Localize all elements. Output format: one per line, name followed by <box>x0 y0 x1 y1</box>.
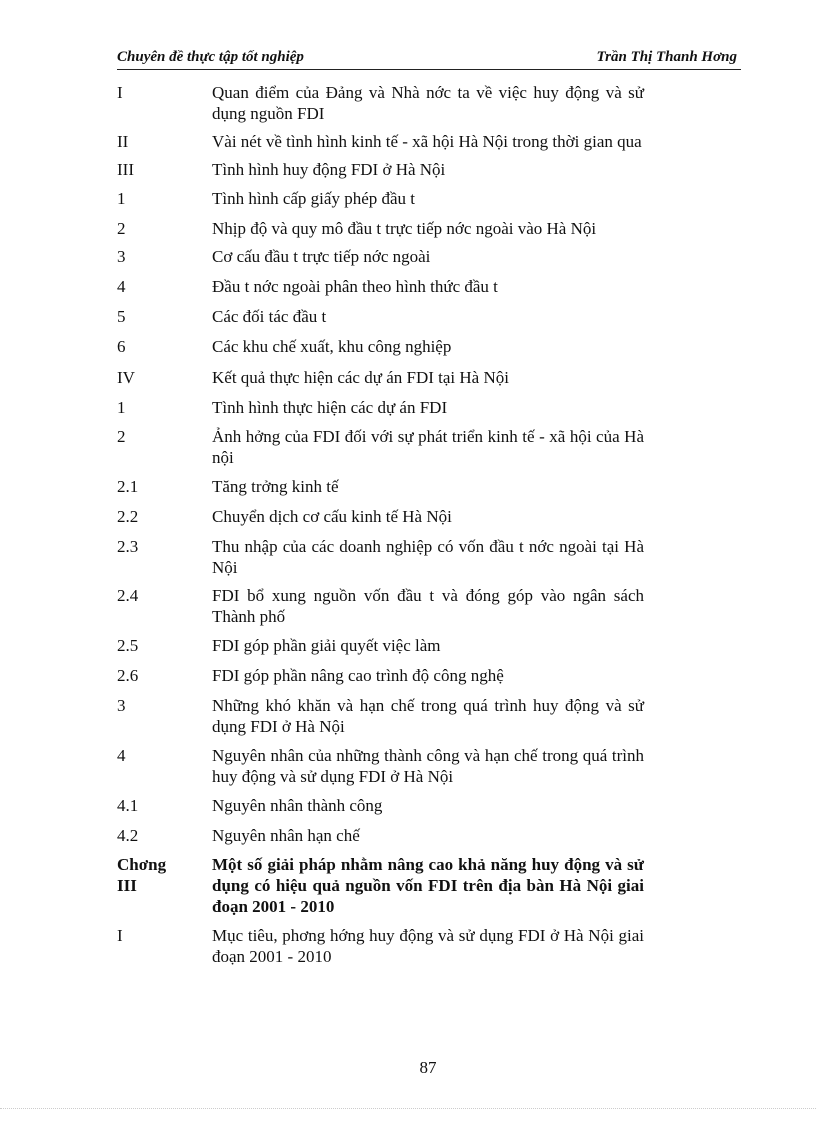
toc-entry-title: Mục tiêu, phơng hớng huy động và sử dụng FDI ở Hà Nội giai đoạn 2001 - 2010 <box>212 926 644 966</box>
toc-entry-title: Quan điểm của Đảng và Nhà nớc ta về việc huy động và sử dụng nguồn FDI <box>212 83 644 123</box>
toc-entry-title: Vài nét về tình hình kinh tế - xã hội Hà Nội trong thời gian qua <box>212 132 642 151</box>
header-author-name: Trần Thị Thanh Hơng <box>596 49 737 65</box>
toc-entry <box>117 635 647 656</box>
toc-entry-number: 2.4 <box>117 586 139 605</box>
header-document-title: Chuyên đề thực tập tốt nghiệp <box>117 49 304 65</box>
toc-entry-number: 6 <box>117 337 126 356</box>
toc-entry-number: IV <box>117 368 135 387</box>
toc-entry-title: Tình hình huy động FDI ở Hà Nội <box>212 160 446 179</box>
toc-entry <box>117 159 647 180</box>
toc-entry <box>117 536 647 578</box>
toc-entry <box>117 188 647 209</box>
toc-entry <box>117 336 647 357</box>
toc-entry-number: 5 <box>117 307 126 326</box>
toc-entry-number: 1 <box>117 398 126 417</box>
toc-entry <box>117 131 647 152</box>
toc-entry-number: 1 <box>117 189 126 208</box>
toc-entry-number: 2.2 <box>117 507 139 526</box>
toc-entry-number: Chơng III <box>117 855 167 895</box>
toc-entry-number: I <box>117 83 123 102</box>
toc-entry-title: Nguyên nhân của những thành công và hạn chế trong quá trình huy động và sử dụng FDI ở Hà Nội <box>212 746 644 786</box>
toc-entry <box>117 745 647 787</box>
toc-entry-number: 3 <box>117 696 126 715</box>
toc-entry-title: Các đối tác đầu t <box>212 307 327 326</box>
toc-entry-number: 4 <box>117 746 126 765</box>
toc-entry <box>117 367 647 388</box>
toc-entry-title: Các khu chế xuất, khu công nghiệp <box>212 337 452 356</box>
toc-entry <box>117 795 647 816</box>
toc-entry <box>117 506 647 527</box>
page-header <box>117 45 741 67</box>
toc-entry-title: Đầu t nớc ngoài phân theo hình thức đầu t <box>212 277 498 296</box>
toc-entry-number: 2 <box>117 219 126 238</box>
toc-chapter-entry <box>117 854 647 917</box>
toc-entry-title: Cơ cấu đầu t trực tiếp nớc ngoài <box>212 247 431 266</box>
toc-entry-title: Thu nhập của các doanh nghiệp có vốn đầu t nớc ngoài tại Hà Nội <box>212 537 644 577</box>
toc-entry-number: 2.5 <box>117 636 139 655</box>
toc-entry-title: Nhịp độ và quy mô đầu t trực tiếp nớc ngoài vào Hà Nội <box>212 219 597 238</box>
toc-entry-number: 4 <box>117 277 126 296</box>
toc-entry <box>117 218 647 239</box>
toc-entry-number: 4.2 <box>117 826 139 845</box>
toc-entry <box>117 695 647 737</box>
toc-entry-title: FDI góp phần giải quyết việc làm <box>212 636 441 655</box>
toc-entry <box>117 426 647 468</box>
toc-entry-number: 2 <box>117 427 126 446</box>
toc-entry <box>117 397 647 418</box>
toc-entry-number: II <box>117 132 129 151</box>
toc-entry-number: 2.6 <box>117 666 139 685</box>
page-number: 87 <box>419 1058 437 1077</box>
table-of-contents <box>117 82 647 967</box>
toc-entry-title: Một số giải pháp nhằm nâng cao khả năng huy động và sử dụng có hiệu quả nguồn vốn FDI trên địa bàn Hà Nội giai đoạn 2001 - 2010 <box>212 855 644 916</box>
toc-entry-title: FDI góp phần nâng cao trình độ công nghệ <box>212 666 504 685</box>
toc-entry-number: 2.3 <box>117 537 139 556</box>
toc-entry <box>117 246 647 267</box>
toc-entry-title: Nguyên nhân hạn chế <box>212 826 360 845</box>
toc-entry-title: Ảnh hởng của FDI đối với sự phát triển kinh tế - xã hội của Hà nội <box>212 427 644 467</box>
toc-entry-number: 2.1 <box>117 477 139 496</box>
toc-entry-title: Chuyển dịch cơ cấu kinh tế Hà Nội <box>212 507 452 526</box>
bottom-dotted-border <box>0 1108 816 1109</box>
toc-entry <box>117 585 647 627</box>
toc-entry <box>117 476 647 497</box>
header-divider <box>117 69 741 70</box>
toc-entry-title: Kết quả thực hiện các dự án FDI tại Hà Nội <box>212 368 509 387</box>
toc-entry <box>117 276 647 297</box>
toc-entry-title: FDI bổ xung nguồn vốn đầu t và đóng góp vào ngân sách Thành phố <box>212 586 644 626</box>
toc-entry-title: Tăng trởng kinh tế <box>212 477 339 496</box>
toc-entry-title: Tình hình cấp giấy phép đầu t <box>212 189 416 208</box>
toc-entry-number: III <box>117 160 134 179</box>
toc-entry-number: 3 <box>117 247 126 266</box>
toc-entry-title: Những khó khăn và hạn chế trong quá trình huy động và sử dụng FDI ở Hà Nội <box>212 696 644 736</box>
toc-entry <box>117 665 647 686</box>
toc-entry-title: Nguyên nhân thành công <box>212 796 383 815</box>
toc-entry <box>117 82 647 124</box>
toc-entry <box>117 925 647 967</box>
toc-entry-number: 4.1 <box>117 796 139 815</box>
toc-entry-title: Tình hình thực hiện các dự án FDI <box>212 398 448 417</box>
toc-entry-number: I <box>117 926 123 945</box>
toc-entry <box>117 825 647 846</box>
toc-entry <box>117 306 647 327</box>
